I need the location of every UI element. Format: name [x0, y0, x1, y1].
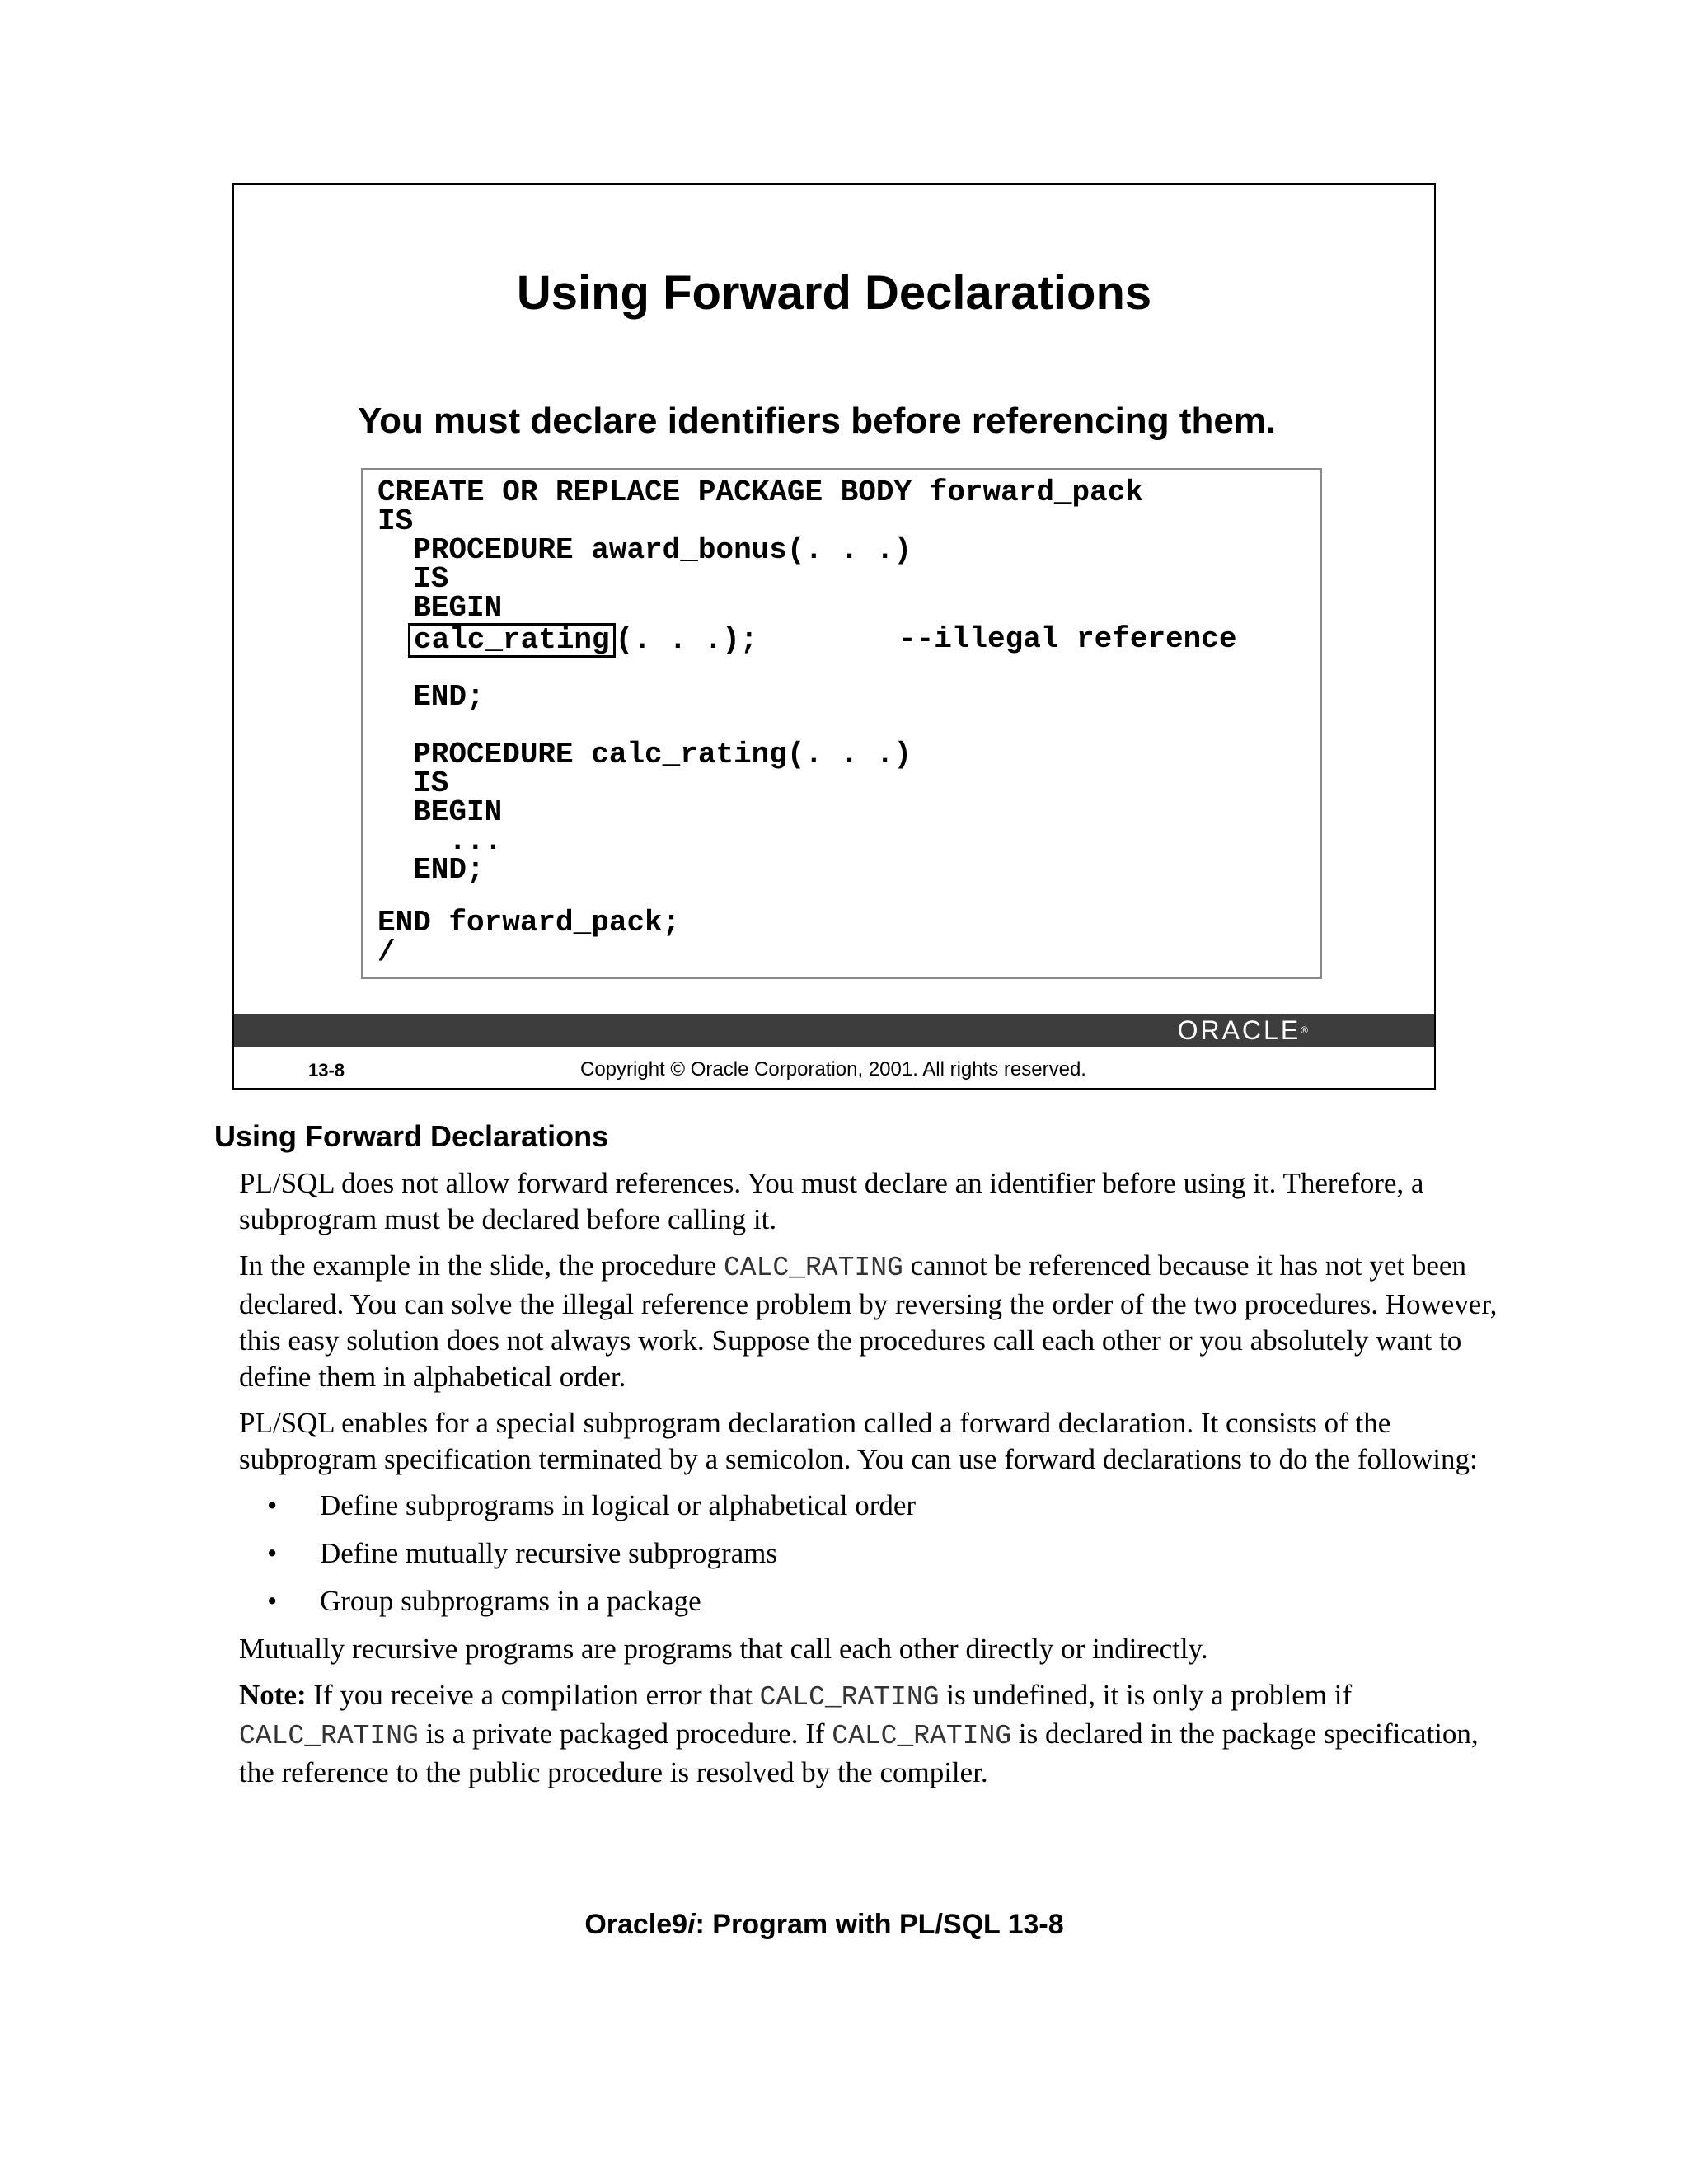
code-args: (. . .); [615, 623, 758, 657]
notes-body [239, 1165, 1508, 1801]
list-item: • Group subprograms in a package [239, 1583, 1508, 1619]
list-item: • Define mutually recursive subprograms [239, 1535, 1508, 1572]
slide [232, 183, 1436, 1090]
note-label: Note: [239, 1679, 307, 1711]
slide-number: 13-8 [308, 1060, 345, 1080]
paragraph: PL/SQL enables for a special subprogram declaration called a forward declaration. It consists of the subprogram specification terminated by a semicolon. You can use forward declarations to do the following: [239, 1407, 1478, 1475]
notes-heading: Using Forward Declarations [214, 1119, 609, 1153]
oracle-bar [234, 1014, 1434, 1047]
note-paragraph: Note: If you receive a compilation error that CALC_RATING is undefined, it is only a problem if CALC_RATING is a private packaged procedure. If CALC_RATING is declared in the package specification, the reference to the public procedure is resolved by the compiler. [239, 1679, 1479, 1788]
code-line: BEGIN [377, 795, 503, 829]
code-block [361, 468, 1322, 979]
code-line: PROCEDURE calc_rating(. . .) [377, 738, 912, 771]
bullet-icon: • [267, 1489, 278, 1521]
inline-code: CALC_RATING [832, 1721, 1012, 1751]
code-line: CREATE OR REPLACE PACKAGE BODY forward_pack [377, 476, 1143, 509]
paragraph: In the example in the slide, the procedure CALC_RATING cannot be referenced because it has not yet been declared. You can solve the illegal reference problem by reversing the order of the two procedures. However, this easy solution does not always work. Suppose the procedures call each other or you absolutely want to define them in alphabetical order. [239, 1249, 1498, 1393]
oracle-logo: ORACLE® [1177, 1015, 1311, 1045]
inline-code: CALC_RATING [759, 1682, 940, 1713]
code-line: END; [377, 680, 485, 714]
paragraph: Mutually recursive programs are programs that call each other directly or indirectly. [239, 1633, 1208, 1665]
page-footer: Oracle9i: Program with PL/SQL 13-8 [584, 1909, 1064, 1940]
highlighted-reference: calc_rating [408, 623, 616, 658]
code-line: IS [377, 766, 449, 800]
code-line: IS [377, 562, 449, 596]
code-line: IS [377, 504, 414, 538]
code-line-illegal-reference [414, 623, 757, 658]
bullet-list [239, 1488, 1508, 1619]
code-line: / [377, 935, 396, 969]
code-line: END; [377, 853, 485, 887]
inline-code: CALC_RATING [723, 1253, 903, 1283]
copyright-text: Copyright © Oracle Corporation, 2001. All rights reserved. [580, 1058, 1086, 1080]
bullet-icon: • [267, 1585, 278, 1617]
paragraph: PL/SQL does not allow forward references. You must declare an identifier before using it. Therefore, a subprogram must be declared before calling it. [239, 1167, 1424, 1235]
code-line: BEGIN [377, 591, 503, 625]
slide-subtitle: You must declare identifiers before referencing them. [358, 401, 1277, 441]
inline-code: CALC_RATING [239, 1721, 419, 1751]
code-comment: --illegal reference [898, 622, 1237, 656]
registered-mark: ® [1301, 1024, 1311, 1036]
bullet-icon: • [267, 1537, 278, 1569]
code-line: ... [377, 824, 503, 858]
slide-title: Using Forward Declarations [516, 266, 1152, 320]
list-item: • Define subprograms in logical or alphabetical order [239, 1488, 1508, 1524]
code-line: PROCEDURE award_bonus(. . .) [377, 533, 912, 567]
code-line: END forward_pack; [377, 906, 681, 940]
